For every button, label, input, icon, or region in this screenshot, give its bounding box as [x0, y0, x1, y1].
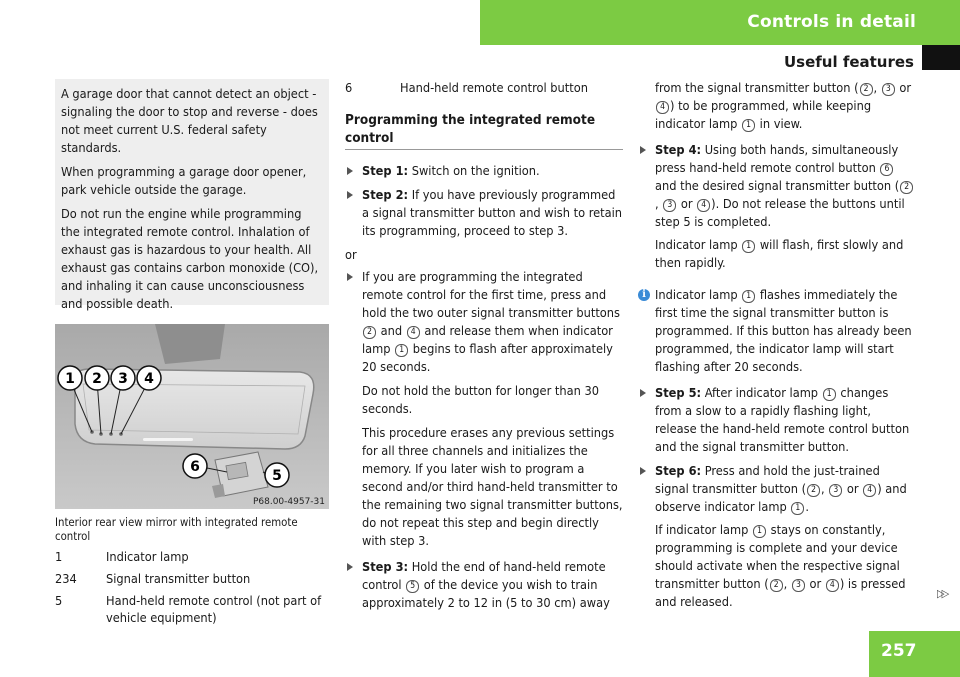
step-5: Step 5: After indicator lamp 1 changes from a slow to a rapidly flashing light, release the hand-held remote control button and the signal transmitter button. — [638, 384, 916, 456]
page-number-box — [869, 631, 960, 677]
svg-text:4: 4 — [144, 371, 154, 387]
column-right — [638, 79, 916, 613]
info-note: i Indicator lamp 1 flashes immediately the first time the signal transmitter button is programmed. If this button has already been programmed, the indicator lamp will start flashing after 20 seconds. — [638, 286, 916, 376]
legend-number: 6 — [345, 80, 353, 95]
callout-4 — [137, 366, 161, 390]
legend-item — [55, 592, 335, 626]
warning-paragraph: When programming a garage door opener, park vehicle outside the garage. — [61, 164, 307, 197]
legend-number: 234 — [55, 571, 77, 586]
figure-code: P68.00-4957-31 — [252, 497, 325, 507]
step-4: Step 4: Using both hands, simultaneously press hand-held remote control button 6 and the desired signal transmitter button ( 2, 3 or 4 ). Do not release the buttons until step 5 is completed. — [638, 141, 916, 231]
callout-6 — [183, 454, 207, 478]
svg-text:2: 2 — [92, 371, 102, 387]
step-1: Step 1: Switch on the ignition. — [345, 162, 623, 180]
step-3-continued: from the signal transmitter button ( 2 , 3 or 4 ) to be programmed, while keeping indicator lamp 1 in view. — [655, 80, 912, 131]
legend-text: Indicator lamp — [106, 549, 189, 564]
callout-1 — [58, 366, 82, 390]
legend-text: Hand-held remote control (not part of vehicle equipment) — [106, 593, 322, 625]
header-tab-marker — [922, 45, 960, 70]
svg-text:6: 6 — [190, 459, 200, 475]
erase-note: This procedure erases any previous settings for all three channels and initializes the memory. If you later wish to program a second and/or third hand-held transmitter to the remaining two signal transmitter buttons, do not repeat this step and begin directly with step 3. — [362, 425, 623, 548]
svg-text:1: 1 — [65, 371, 75, 387]
legend-item — [55, 548, 335, 565]
bullet-arrow-icon — [347, 273, 353, 281]
bullet-arrow-icon — [347, 191, 353, 199]
legend-text: Signal transmitter button — [106, 571, 251, 586]
callout-5 — [265, 463, 289, 487]
callout-3 — [111, 366, 135, 390]
bullet-arrow-icon — [640, 389, 646, 397]
info-icon: i — [638, 289, 650, 301]
step-4-note: Indicator lamp 1 will flash, first slowly and then rapidly. — [655, 237, 904, 270]
bullet-arrow-icon — [640, 146, 646, 154]
warning-paragraph: Do not run the engine while programming the integrated remote control. Inhalation of exhaust gas is hazardous to your health. All exhaust gas contains carbon monoxide (CO), and inhaling it can cause unconsciousness and possible death. — [61, 206, 319, 311]
legend-number: 5 — [55, 593, 63, 608]
step-6: Step 6: Press and hold the just-trained signal transmitter button ( 2 , 3 or 4 ) and observe indicator lamp 1 . — [638, 462, 916, 516]
subsection-title: Useful features — [783, 53, 914, 71]
first-time-instruction: If you are programming the integrated remote control for the first time, press and hold the two outer signal transmitter buttons 2 and 4 and release them when indicator lamp 1 begins to flash after approximately 20 seconds. — [345, 268, 623, 376]
bullet-arrow-icon — [347, 563, 353, 571]
legend-item — [55, 570, 335, 587]
legend-number: 1 — [55, 549, 63, 564]
warning-paragraph: A garage door that cannot detect an object - signaling the door to stop and reverse - does not meet current U.S. federal safety standards. — [61, 86, 318, 155]
step-6-note: If indicator lamp 1 stays on constantly, programming is complete and your device should activate when the respective signal transmitter button ( 2 , 3 or 4 ) is pressed and released. — [655, 522, 906, 609]
bullet-arrow-icon — [640, 467, 646, 475]
column-middle — [345, 79, 623, 614]
warning-box — [55, 79, 329, 311]
callout-2 — [85, 366, 109, 390]
page-number: 257 — [881, 641, 917, 661]
bullet-arrow-icon — [347, 167, 353, 175]
continue-arrow-icon: ▷▷ — [937, 587, 947, 600]
section-header — [480, 0, 960, 45]
step-2: Step 2: If you have previously programmed a signal transmitter button and wish to retain its programming, proceed to step 3. — [345, 186, 623, 240]
figure-caption: Interior rear view mirror with integrated remote control — [55, 516, 298, 543]
svg-text:5: 5 — [272, 468, 282, 484]
step-3: Step 3: Hold the end of hand-held remote control 5 of the device you wish to train approximately 2 to 12 in (5 to 30 cm) away — [345, 558, 623, 612]
legend-text: Hand-held remote control button — [400, 80, 588, 95]
mirror-illustration — [55, 324, 329, 509]
hold-warning: Do not hold the button for longer than 30 seconds. — [362, 383, 599, 416]
section-title: Controls in detail — [747, 12, 916, 32]
svg-text:3: 3 — [118, 371, 128, 387]
section-heading: Programming the integrated remote control — [345, 111, 623, 150]
or-text: or — [345, 247, 357, 262]
legend-item — [345, 79, 623, 97]
